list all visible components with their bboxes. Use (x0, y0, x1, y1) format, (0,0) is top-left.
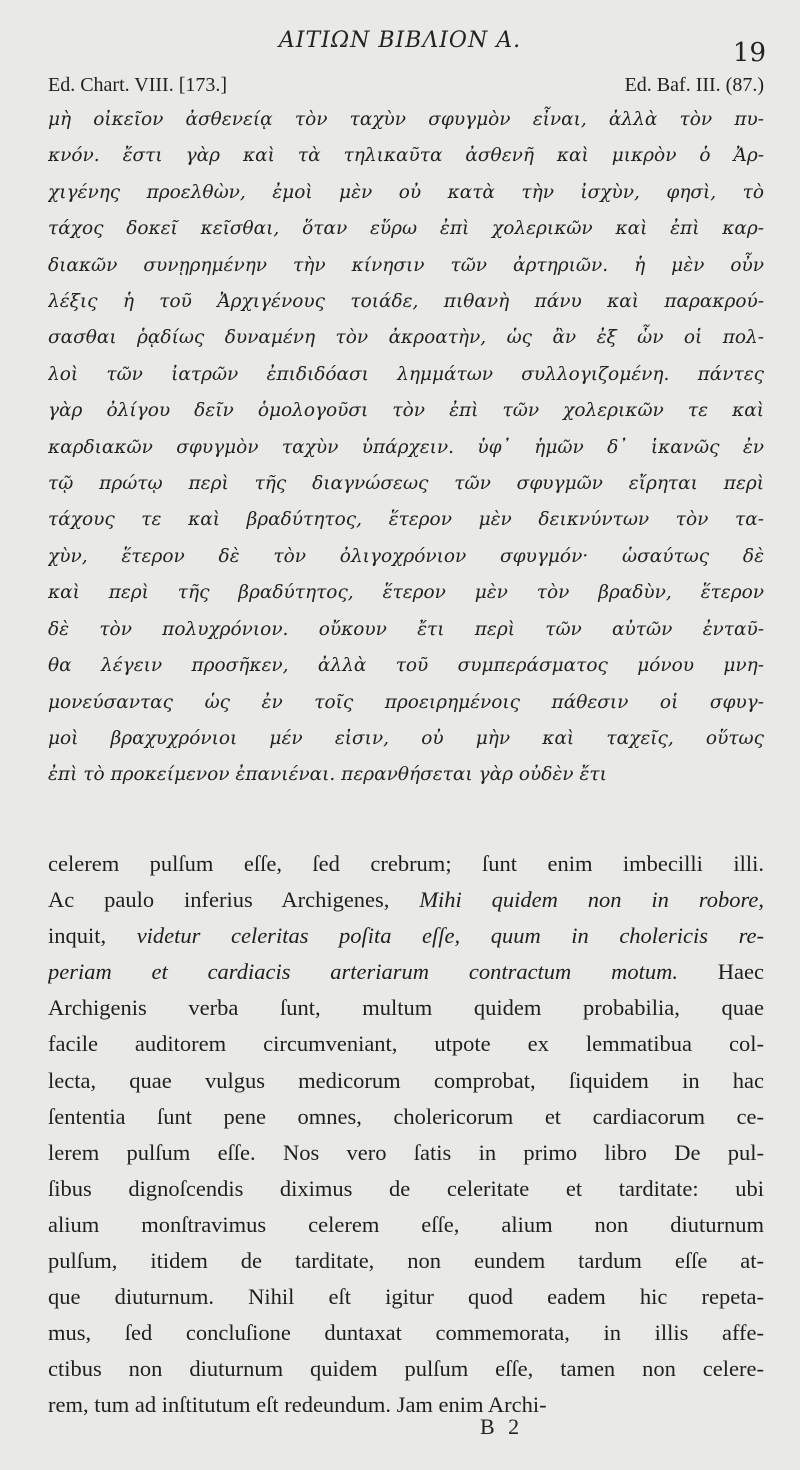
latin-text-segment: ctibus non diuturnum quidem pulſum eſſe, tamen non celere- (48, 1356, 764, 1382)
greek-text-line: γὰρ ὀλίγου δεῖν ὁμολογοῦσι τὸν ἐπὶ τῶν χολερικῶν τε καὶ (48, 400, 764, 422)
latin-text-segment: lerem pulſum eſſe. Nos vero ſatis in primo libro De pul- (48, 1139, 764, 1165)
latin-text-line (48, 918, 764, 954)
greek-text-line: χιγένης προελθὼν, ἐμοὶ μὲν οὐ κατὰ τὴν ἰσχὺν, φησὶ, τὸ (48, 181, 764, 203)
latin-text-segment: rem, tum ad inſtitutum eſt redeundum. Jam enim Archi- (48, 1392, 547, 1418)
edition-reference-basel: Ed. Baf. III. (87.) (624, 74, 764, 96)
latin-text-line (48, 1026, 764, 1062)
latin-text-segment: inquit, (48, 923, 137, 949)
greek-text-line: θα λέγειν προσῆκεν, ἀλλὰ τοῦ συμπεράσματος μόνου μνη- (48, 655, 764, 677)
greek-text-line: διακῶν συνῃρημένην τὴν κίνησιν τῶν ἀρτηριῶν. ἡ μὲν οὖν (48, 254, 764, 276)
latin-translation-block (48, 846, 764, 1424)
latin-text-line (48, 882, 764, 918)
greek-text-line: καρδιακῶν σφυγμὸν ταχὺν ὑπάρχειν. ὑφ᾽ ἡμῶν δ᾽ ἱκανῶς ἐν (48, 436, 764, 458)
latin-text-segment: ſibus dignoſcendis diximus de celeritate et tarditate: ubi (48, 1175, 764, 1201)
latin-text-line (48, 846, 764, 882)
latin-text-segment: mus, ſed concluſione duntaxat commemorata, in illis affe- (48, 1320, 764, 1346)
latin-text-segment: lecta, quae vulgus medicorum comprobat, ſiquidem in hac (48, 1067, 764, 1093)
latin-text-line (48, 1063, 764, 1099)
latin-text-line (48, 990, 764, 1026)
latin-text-line (48, 1387, 764, 1423)
latin-text-segment: alium monſtravimus celerem eſſe, alium non diuturnum (48, 1211, 764, 1237)
latin-text-line (48, 1135, 764, 1171)
greek-text-block (48, 102, 764, 794)
greek-text-line: δὲ τὸν πολυχρόνιον. οὔκουν ἔτι περὶ τῶν αὐτῶν ἐνταῦ- (48, 618, 764, 640)
latin-text-line (48, 1351, 764, 1387)
greek-text-line: χὺν, ἕτερον δὲ τὸν ὀλιγοχρόνιον σφυγμόν· ὡσαύτως δὲ (48, 545, 764, 567)
latin-text-segment: Ac paulo inferius Archigenes, (48, 887, 420, 913)
greek-text-line: μοὶ βραχυχρόνιοι μέν εἰσιν, οὐ μὴν καὶ ταχεῖς, οὕτως (48, 727, 764, 749)
greek-text-line: τῷ πρώτῳ περὶ τῆς διαγνώσεως τῶν σφυγμῶν εἴρηται περὶ (48, 473, 764, 495)
greek-text-line: τάχος δοκεῖ κεῖσθαι, ὅταν εὕρω ἐπὶ χολερικῶν καὶ ἐπὶ καρ- (48, 218, 764, 240)
latin-text-segment: pulſum, itidem de tarditate, non eundem tardum eſſe at- (48, 1248, 764, 1274)
latin-text-line (48, 1171, 764, 1207)
running-head: ΑΙΤΙΩΝ ΒΙΒΛΙΟΝ Α. (278, 28, 522, 53)
greek-text-line: καὶ περὶ τῆς βραδύτητος, ἕτερον μὲν τὸν βραδὺν, ἕτερον (48, 582, 764, 604)
greek-text-line: ἐπὶ τὸ προκείμενον ἐπανιέναι. περανθήσεται γὰρ οὐδὲν ἔτι (48, 764, 607, 786)
greek-text-line: μονεύσαντας ὡς ἐν τοῖς προειρημένοις πάθεσιν οἱ σφυγ- (48, 691, 764, 713)
latin-text-line (48, 1279, 764, 1315)
latin-text-line (48, 1315, 764, 1351)
latin-text-line (48, 1207, 764, 1243)
greek-text-line: μὴ οἰκεῖον ἀσθενείᾳ τὸν ταχὺν σφυγμὸν εἶναι, ἀλλὰ τὸν πυ- (48, 109, 764, 130)
greek-text-line: σασθαι ῥᾳδίως δυναμένη τὸν ἀκροατὴν, ὡς ἂν ἐξ ὧν οἱ πολ- (48, 327, 764, 349)
latin-italic-segment: periam et cardiacis arteriarum contractum motum. (48, 959, 678, 985)
latin-text-segment: que diuturnum. Nihil eſt igitur quod eadem hic repeta- (48, 1284, 764, 1310)
latin-text-segment: Haec (677, 959, 764, 985)
latin-text-line (48, 954, 764, 990)
latin-text-segment: celerem pulſum eſſe, ſed crebrum; ſunt enim imbecilli illi. (48, 851, 764, 876)
latin-italic-segment: videtur celeritas poſita eſſe, quum in cholericis re- (136, 923, 764, 949)
greek-text-line: λέξις ἡ τοῦ Ἀρχιγένους τοιάδε, πιθανὴ πάνυ καὶ παρακρού- (48, 291, 764, 313)
latin-text-segment: facile auditorem circumveniant, utpote ex lemmatibua col- (48, 1031, 764, 1057)
greek-text-line: κνόν. ἔστι γὰρ καὶ τὰ τηλικαῦτα ἀσθενῆ καὶ μικρὸν ὁ Ἀρ- (48, 145, 764, 167)
latin-text-segment: ſententia ſunt pene omnes, cholericorum et cardiacorum ce- (48, 1103, 764, 1129)
latin-text-line (48, 1243, 764, 1279)
page-number: 19 (732, 38, 766, 68)
latin-text-line (48, 1099, 764, 1135)
greek-text-line: λοὶ τῶν ἰατρῶν ἐπιδιδόασι λημμάτων συλλογιζομένη. πάντες (48, 363, 764, 385)
greek-text-line: τάχους τε καὶ βραδύτητος, ἕτερον μὲν δεικνύντων τὸν τα- (48, 509, 764, 531)
edition-reference-chartier: Ed. Chart. VIII. [173.] (48, 74, 228, 96)
signature-mark: B 2 (480, 1414, 524, 1439)
latin-italic-segment: Mihi quidem non in robore, (419, 887, 764, 913)
latin-text-segment: Archigenis verba ſunt, multum quidem probabilia, quae (48, 995, 764, 1021)
